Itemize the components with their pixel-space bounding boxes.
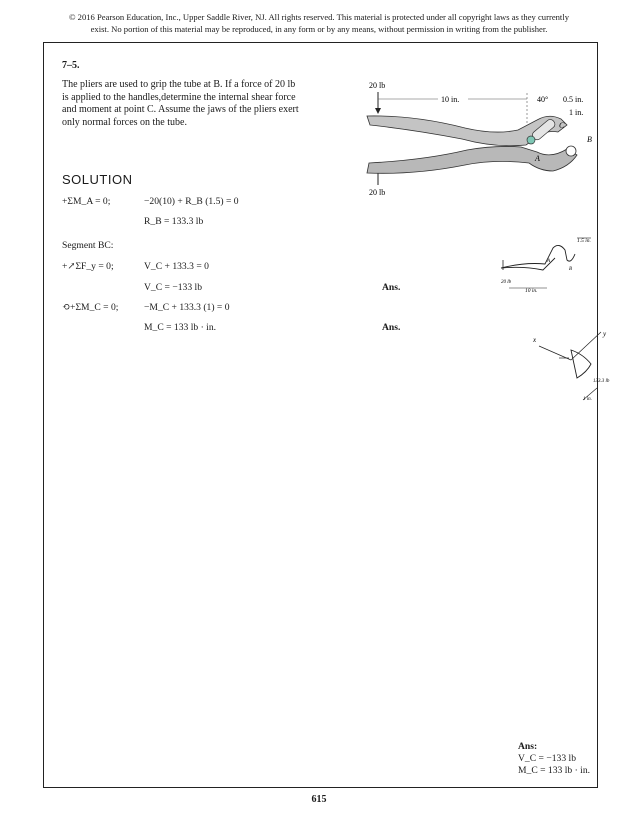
figure-dim-handle: 10 in.	[441, 95, 460, 104]
segment-label: Segment BC:	[62, 240, 114, 251]
summary-line-1: V_C = −133 lb	[518, 753, 576, 764]
problem-line: only normal forces on the tube.	[62, 116, 187, 128]
eq2-equation: V_C + 133.3 = 0	[144, 261, 209, 272]
frame-bottom-rule	[43, 787, 598, 788]
page-number: 615	[311, 794, 327, 805]
fbd-sketch-segment	[525, 320, 615, 410]
figure-point-c: C	[559, 121, 565, 130]
eq2-result: V_C = −133 lb	[144, 282, 202, 293]
problem-statement	[62, 79, 314, 129]
problem-number: 7–5.	[62, 60, 80, 71]
fbd-label-b: B	[569, 267, 573, 272]
fbd2-segment	[571, 350, 591, 378]
fbd2-y-axis	[571, 332, 601, 360]
fbd-outline	[501, 245, 575, 268]
summary-title: Ans:	[518, 741, 538, 752]
problem-line: is applied to the handles,determine the internal shear force	[62, 91, 296, 103]
copyright-line-2: exist. No portion of this material may be reproduced, in any form or by any means, without permission in writing from the publisher.	[90, 23, 548, 34]
fbd-sketch-pliers	[495, 230, 605, 300]
figure-dim-one: 1 in.	[569, 108, 584, 117]
fbd2-axis-y: y	[603, 330, 607, 338]
copyright-line-1: © 2016 Pearson Education, Inc., Upper Saddle River, NJ. All rights reserved. This material is protected under all copyright laws as they currently	[68, 12, 570, 22]
problem-line: The pliers are used to grip the tube at B. If a force of 20 lb	[62, 79, 296, 90]
fbd-force: 20 lb	[501, 280, 512, 285]
solution-heading: SOLUTION	[62, 172, 133, 187]
fbd-dim-top: 1.5 in.	[577, 238, 591, 244]
answer-summary	[518, 741, 590, 777]
figure-angle: 40°	[537, 95, 549, 104]
pliers-figure	[355, 75, 605, 200]
tube-section	[566, 146, 576, 156]
fbd-label-a: A	[547, 259, 551, 264]
problem-line: and moment at point C. Assume the jaws of the pliers exert	[62, 104, 299, 116]
eq1-result: R_B = 133.3 lb	[144, 216, 204, 227]
figure-dim-half: 0.5 in.	[563, 95, 584, 104]
eq1-label: +ΣM_A = 0;	[62, 196, 111, 207]
answer-label: Ans.	[382, 282, 401, 293]
figure-force-bottom: 20 lb	[369, 188, 386, 197]
answer-label: Ans.	[382, 322, 401, 333]
figure-force-top: 20 lb	[369, 81, 386, 90]
figure-point-a: A	[535, 154, 540, 163]
pliers-lower-jaw	[367, 146, 577, 173]
fbd2-dim-len: 1 in.	[583, 397, 592, 402]
eq1-equation: −20(10) + R_B (1.5) = 0	[144, 196, 239, 207]
pivot-pin	[527, 136, 535, 144]
fbd2-axis-x: x	[533, 336, 537, 344]
summary-line-2: M_C = 133 lb · in.	[518, 765, 591, 776]
eq3-equation: −M_C + 133.3 (1) = 0	[144, 302, 230, 313]
eq2-label: +↗ΣF_y = 0;	[62, 261, 114, 272]
fbd-dim-len: 10 in.	[525, 288, 538, 294]
fbd2-force: 133.3 lb	[593, 379, 610, 384]
force-arrowhead-top	[375, 108, 381, 114]
figure-point-b: B	[587, 135, 592, 144]
eq3-result: M_C = 133 lb · in.	[144, 322, 217, 333]
copyright-notice	[20, 12, 618, 35]
eq3-label: ⟲+ΣM_C = 0;	[62, 302, 119, 313]
